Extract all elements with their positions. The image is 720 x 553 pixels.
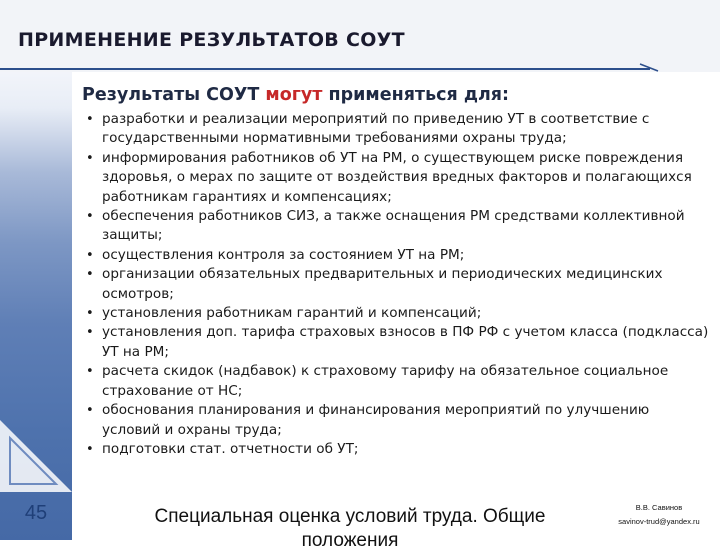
list-item: [82, 265, 710, 304]
list-item-text: осуществления контроля за состоянием УТ на РМ;: [102, 246, 465, 263]
bullet-icon: •: [86, 325, 94, 341]
list-item: [82, 110, 710, 149]
footer-author: В.В. Савинов: [635, 503, 683, 512]
bullet-icon: •: [86, 364, 94, 380]
corner-decoration-icon: [0, 420, 80, 500]
footer-email: savinov-trud@yandex.ru: [618, 517, 700, 526]
header-divider: [0, 68, 650, 70]
bullet-icon: •: [86, 150, 94, 166]
page-title: ПРИМЕНЕНИЕ РЕЗУЛЬТАТОВ СОУТ: [18, 29, 405, 51]
bullet-icon: •: [86, 209, 94, 225]
slide-header: [0, 0, 720, 72]
list-item-text: организации обязательных предварительных и периодических медицинских осмотров;: [102, 266, 663, 302]
subtitle-accent: могут: [265, 85, 323, 105]
list-item: [82, 323, 710, 362]
list-item-text: информирования работников об УТ на РМ, о существующем риске повреждения здоровья, о мерах по защите от воздействия вредных факторов и полагающихся работникам гарантиях и компенсациях;: [102, 149, 692, 205]
list-item: [82, 401, 710, 440]
subtitle-start: Результаты СОУТ: [82, 85, 266, 105]
section-subtitle: [82, 85, 509, 105]
list-item: [82, 207, 710, 246]
bullet-icon: •: [86, 247, 94, 263]
divider-tail-icon: [640, 63, 658, 73]
list-item-text: расчета скидок (надбавок) к страховому тарифу на обязательное социальное страхование от НС;: [102, 363, 669, 399]
subtitle-end: применяться для:: [322, 85, 510, 105]
usage-list: [82, 110, 710, 459]
bullet-icon: •: [86, 112, 94, 127]
list-item-text: разработки и реализации мероприятий по приведению УТ в соответствие с государственными нормативными требованиями охраны труда;: [102, 111, 650, 147]
list-item-text: обоснования планирования и финансирования мероприятий по улучшению условий и охраны труда;: [102, 402, 650, 438]
list-item-text: установления доп. тарифа страховых взносов в ПФ РФ с учетом класса (подкласса) УТ на РМ;: [102, 324, 709, 360]
bullet-icon: •: [86, 403, 94, 419]
bullet-icon: •: [86, 441, 94, 457]
list-item: [82, 304, 710, 323]
list-item: [82, 246, 710, 265]
footer-title: Специальная оценка условий труда. Общие положения: [154, 506, 546, 551]
list-item-text: подготовки стат. отчетности об УТ;: [102, 440, 359, 457]
list-item-text: установления работникам гарантий и компенсаций;: [102, 305, 482, 322]
list-item: [82, 149, 710, 207]
slide-number: 45: [24, 502, 48, 524]
list-item-text: обеспечения работников СИЗ, а также оснащения РМ средствами коллективной защиты;: [102, 208, 685, 244]
bullet-icon: •: [86, 306, 94, 322]
list-item: [82, 440, 710, 459]
list-item: [82, 362, 710, 401]
bullet-icon: •: [86, 267, 94, 283]
